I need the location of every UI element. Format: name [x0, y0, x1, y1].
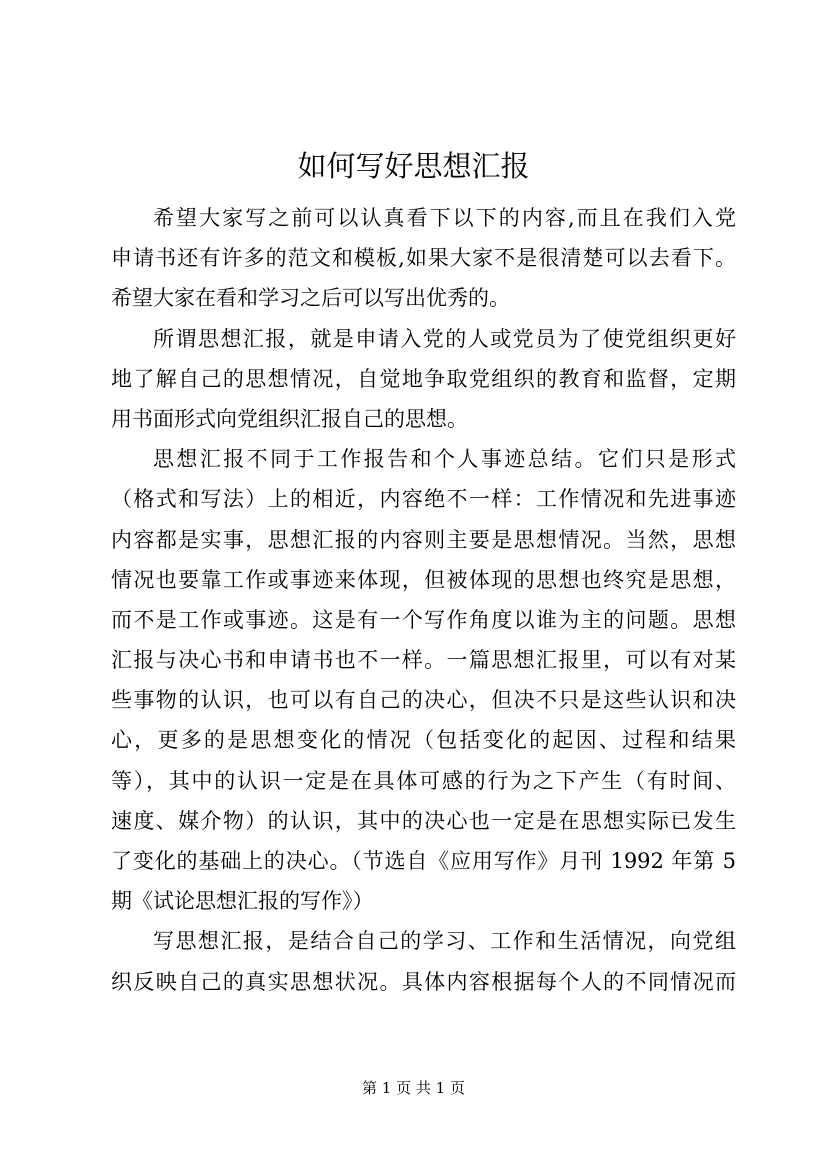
text-line: 内容都是实事，思想汇报的内容则主要是思想情况。当然，思想	[111, 527, 736, 552]
text-line: 汇报与决心书和申请书也不一样。一篇思想汇报里，可以有对某	[111, 648, 736, 673]
text-line: 思想汇报不同于工作报告和个人事迹总结。它们只是形式	[153, 447, 736, 472]
text-line: 而不是工作或事迹。这是有一个写作角度以谁为主的问题。思想	[111, 607, 736, 632]
paragraph-1	[111, 198, 736, 319]
text-line: 等），其中的认识一定是在具体可感的行为之下产生（有时间、	[111, 768, 736, 793]
text-line: 速度、媒介物）的认识，其中的决心也一定是在思想实际已发生	[111, 808, 736, 833]
text-line: 希望大家写之前可以认真看下以下的内容,而且在我们入党	[153, 206, 736, 230]
text-line: 些事物的认识，也可以有自己的决心，但决不只是这些认识和决	[111, 688, 736, 713]
page-footer: 第 1 页 共 1 页	[362, 1079, 465, 1097]
text-line: 希望大家在看和学习之后可以写出优秀的。	[111, 286, 510, 311]
text-line: 心，更多的是思想变化的情况（包括变化的起因、过程和结果	[111, 728, 736, 753]
text-line: 写思想汇报，是结合自己的学习、工作和生活情况，向党组	[153, 929, 736, 954]
paragraph-3	[111, 439, 736, 921]
text-line: 期《试论思想汇报的写作》）	[111, 889, 374, 914]
text-line: 地了解自己的思想情况，自觉地争取党组织的教育和监督，定期	[111, 366, 736, 391]
paragraph-4	[111, 921, 736, 1001]
text-line: （格式和写法）上的相近，内容绝不一样：工作情况和先进事迹	[111, 487, 736, 512]
document-title: 如何写好思想汇报	[297, 149, 530, 183]
text-line: 申请书还有许多的范文和模板,如果大家不是很清楚可以去看下。	[111, 246, 736, 271]
document-body	[111, 198, 736, 1002]
text-line: 用书面形式向党组织汇报自己的思想。	[111, 406, 468, 431]
text-line: 了变化的基础上的决心。（节选自《应用写作》月刊 1992 年第 5	[111, 849, 736, 873]
paragraph-2	[111, 319, 736, 440]
text-line: 情况也要靠工作或事迹来体现，但被体现的思想也终究是思想，	[111, 567, 736, 592]
text-line: 所谓思想汇报，就是申请入党的人或党员为了使党组织更好	[153, 326, 736, 351]
text-line: 织反映自己的真实思想状况。具体内容根据每个人的不同情况而	[111, 969, 736, 994]
